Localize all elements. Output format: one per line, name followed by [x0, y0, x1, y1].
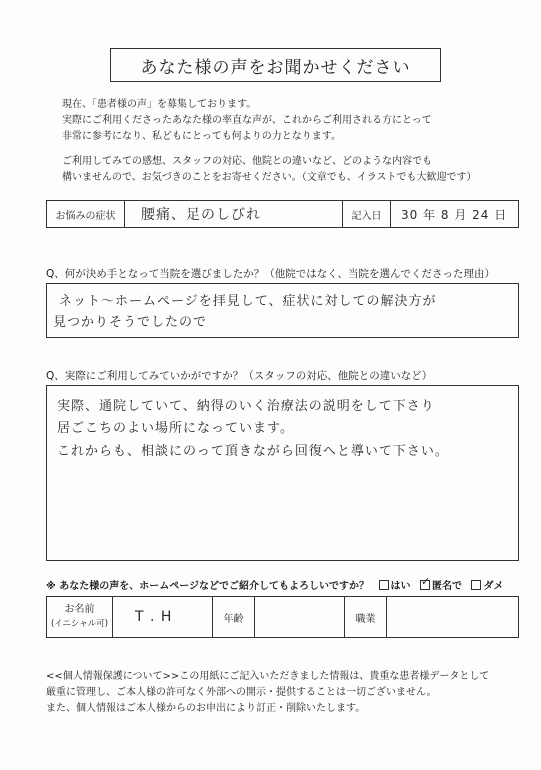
option-yes-label: はい: [390, 581, 411, 592]
checkbox-yes[interactable]: [379, 580, 389, 590]
name-label: お名前: [64, 604, 95, 615]
answer-box-2[interactable]: [46, 385, 519, 561]
name-sublabel: (イニシャル可): [50, 619, 109, 629]
answer-1-line-2: 見つかりそうでしたので: [53, 315, 208, 330]
option-no-label: ダメ: [483, 581, 504, 592]
job-label: 職業: [345, 597, 387, 637]
option-anonymous-label: 匿名で: [431, 581, 462, 592]
symptom-label: お悩みの症状: [47, 201, 125, 227]
consent-text: ※ あなた様の声を、ホームページなどでご紹介してもよろしいですか？: [46, 581, 370, 592]
date-value[interactable]: 30 年 8 月 24 日: [401, 207, 508, 222]
age-label: 年齢: [213, 597, 255, 637]
symptom-value[interactable]: 腰痛、足のしびれ: [125, 201, 343, 227]
job-value[interactable]: [387, 597, 518, 637]
answer-2-line-2: 居ごこちのよい場所になっています。: [57, 421, 294, 436]
intro-line-5: 構いませんので、お気づきのことをお寄せください。（文章でも、イラストでも大歓迎です）: [62, 172, 477, 183]
intro-line-2: 実際にご利用くださったあなた様の率直な声が、これからご利用される方にとって: [62, 115, 432, 126]
name-label-cell: [47, 597, 113, 637]
name-value[interactable]: T . H: [113, 597, 213, 637]
question-1: Q、何が決め手となって当院を選びましたか？（他院ではなく、当院を選んでくださった理由）: [46, 268, 496, 280]
date-label: 記入日: [343, 201, 391, 227]
question-2: Q、実際にご利用してみていかがですか？（スタッフの対応、他院との違いなど）: [46, 370, 433, 382]
answer-box-1[interactable]: [46, 283, 519, 338]
intro-line-1: 現在、「患者様の声」を募集しております。: [62, 99, 257, 110]
page-title: あなた様の声をお聞かせください: [110, 48, 441, 82]
age-value[interactable]: [255, 597, 345, 637]
answer-1-line-1: ネット～ホームページを拝見して、症状に対しての解決方が: [59, 294, 437, 309]
checkbox-anonymous[interactable]: [420, 575, 431, 590]
checkbox-no[interactable]: [471, 580, 481, 590]
answer-2-line-3: これからも、相談にのって頂きながら回復へと導いて下さい。: [57, 444, 449, 459]
footer-line-1: <<個人情報保護について>>この用紙にご記入いただきました情報は、貴重な患者様データとして: [46, 671, 490, 682]
footer-line-3: また、個人情報はご本人様からのお申出により訂正・削除いたします。: [46, 703, 366, 714]
intro-line-3: 非常に参考になり、私どもにとっても何よりの力となります。: [62, 131, 341, 142]
check-mark-icon: ✓: [420, 575, 431, 588]
answer-2-line-1: 実際、通院していて、納得のいく治療法の説明をして下さり: [57, 399, 435, 414]
consent-line: [46, 577, 503, 592]
info-row: [46, 596, 519, 638]
footer-line-2: 厳重に管理し、ご本人様の許可なく外部への開示・提供することは一切ございません。: [46, 687, 437, 698]
intro-line-4: ご利用してみての感想、スタッフの対応、他院との違いなど、どのような内容でも: [62, 156, 432, 167]
symptom-row: [46, 200, 519, 228]
